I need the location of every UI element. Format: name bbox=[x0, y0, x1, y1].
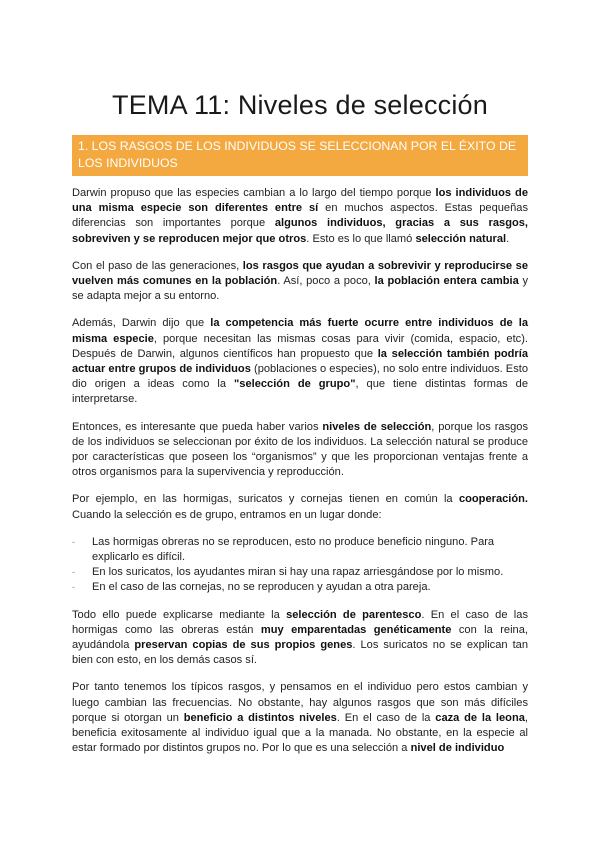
list-item bbox=[72, 580, 528, 595]
paragraph-5 bbox=[72, 492, 528, 522]
paragraph-1 bbox=[72, 186, 528, 247]
bold-text: cooperación. bbox=[458, 493, 528, 506]
text-run: Por ejemplo, en las hormigas, suricatos y cornejas tienen en común la bbox=[72, 493, 459, 506]
bold-text: "selección de grupo" bbox=[234, 378, 356, 391]
bold-text: la población entera cambia bbox=[374, 275, 519, 288]
paragraph-2 bbox=[72, 259, 528, 305]
bold-text: los rasgos que ayudan a sobrevivir y reproducirse se vuelven más comunes en la población bbox=[72, 259, 528, 288]
text-run: , beneficia exitosamente al individuo igual que a la manada. No obstante, en la especie al estar formado por distintos grupos no. Por lo que es una selección a bbox=[72, 711, 528, 755]
text-run: . bbox=[506, 232, 510, 245]
text-run: en muchos aspectos. Estas pequeñas diferencias son importantes porque bbox=[72, 202, 528, 230]
text-run: con la reina, ayudándola bbox=[72, 623, 528, 652]
bullet-marker: - bbox=[72, 567, 75, 578]
text-run: Con el paso de las generaciones, bbox=[72, 259, 243, 272]
bold-text: niveles de selección bbox=[322, 420, 432, 433]
text-run: . En el caso de las hormigas como las obreras están bbox=[72, 608, 528, 636]
text-run: , porque los rasgos de los individuos se seleccionan por éxito de los individuos. La selección natural se produce por características que poseen los “organismos” y que les proporcionan ventajas frente a otros organismos para la supervivencia y reproducción. bbox=[72, 420, 529, 479]
bold-text: selección natural bbox=[415, 232, 507, 245]
bold-text: nivel de individuo bbox=[410, 742, 505, 755]
bold-text: selección de parentesco bbox=[286, 608, 422, 621]
paragraph-7 bbox=[72, 680, 528, 756]
bullet-list bbox=[72, 535, 528, 596]
bold-text: caza de la leona bbox=[435, 711, 525, 724]
text-run: . Así, poco a poco, bbox=[277, 275, 375, 288]
list-item-text: Las hormigas obreras no se reproducen, esto no produce beneficio ninguno. Para explicarlo es difícil. bbox=[92, 535, 495, 564]
list-item-text: En el caso de las cornejas, no se reproducen y ayudan a otra pareja. bbox=[92, 581, 431, 594]
paragraph-4 bbox=[72, 420, 528, 481]
bold-text: muy emparentadas genéticamente bbox=[260, 623, 452, 636]
list-item-text: En los suricatos, los ayudantes miran si hay una rapaz arriesgándose por lo mismo. bbox=[92, 566, 504, 579]
bold-text: la competencia más fuerte ocurre entre individuos de la misma especie bbox=[72, 317, 528, 345]
text-run: . Los suricatos no se explican tan bien con esto, en los demás casos sí. bbox=[72, 639, 528, 667]
text-run: Entonces, es interesante que pueda haber varios bbox=[72, 420, 323, 433]
text-run: , que tiene distintas formas de interpretarse. bbox=[72, 378, 528, 406]
text-run: Además, Darwin dijo que bbox=[72, 317, 211, 330]
text-run: Por tanto tenemos los típicos rasgos, y pensamos en el individuo pero estos cambian y luego cambian las frecuencias. No obstante, hay algunos rasgos que son más difíciles porque si otorgan un bbox=[72, 681, 528, 724]
list-item bbox=[72, 565, 528, 580]
paragraph-3 bbox=[72, 316, 528, 407]
text-run: y se adapta mejor a su entorno. bbox=[72, 275, 528, 303]
text-run: . Esto es lo que llamó bbox=[306, 232, 416, 245]
bold-text: los individuos de una misma especie son diferentes entre sí bbox=[72, 187, 529, 215]
text-run: Todo ello puede explicarse mediante la bbox=[72, 608, 287, 621]
bold-text: algunos individuos, gracias a sus rasgos, sobreviven y se reproducen mejor que otros bbox=[72, 217, 528, 245]
text-run: , porque necesitan las mismas cosas para vivir (comida, espacio, etc). Después de Darwin, algunos científicos han propuesto que bbox=[72, 332, 528, 360]
text-run: . En el caso de la bbox=[336, 711, 436, 724]
bold-text: la selección también podría actuar entre grupos de individuos bbox=[72, 347, 529, 376]
bold-text: beneficio a distintos niveles bbox=[183, 711, 337, 724]
page-title: TEMA 11: Niveles de selección bbox=[112, 90, 488, 121]
document-body bbox=[72, 186, 528, 769]
text-run: (poblaciones o especies), no solo entre individuos. Esto dio origen a ideas como la bbox=[72, 363, 529, 391]
bullet-marker: - bbox=[72, 582, 75, 593]
text-run: Cuando la selección es de grupo, entramos en un lugar donde: bbox=[72, 508, 382, 521]
bold-text: preservan copias de sus propios genes bbox=[134, 639, 353, 652]
bullet-marker: - bbox=[72, 536, 75, 547]
list-item bbox=[72, 535, 528, 565]
paragraph-6 bbox=[72, 608, 528, 669]
section-heading: 1. LOS RASGOS DE LOS INDIVIDUOS SE SELECCIONAN POR EL ÉXITO DE LOS INDIVIDUOS bbox=[72, 135, 528, 176]
text-run: Darwin propuso que las especies cambian a lo largo del tiempo porque bbox=[72, 187, 436, 199]
